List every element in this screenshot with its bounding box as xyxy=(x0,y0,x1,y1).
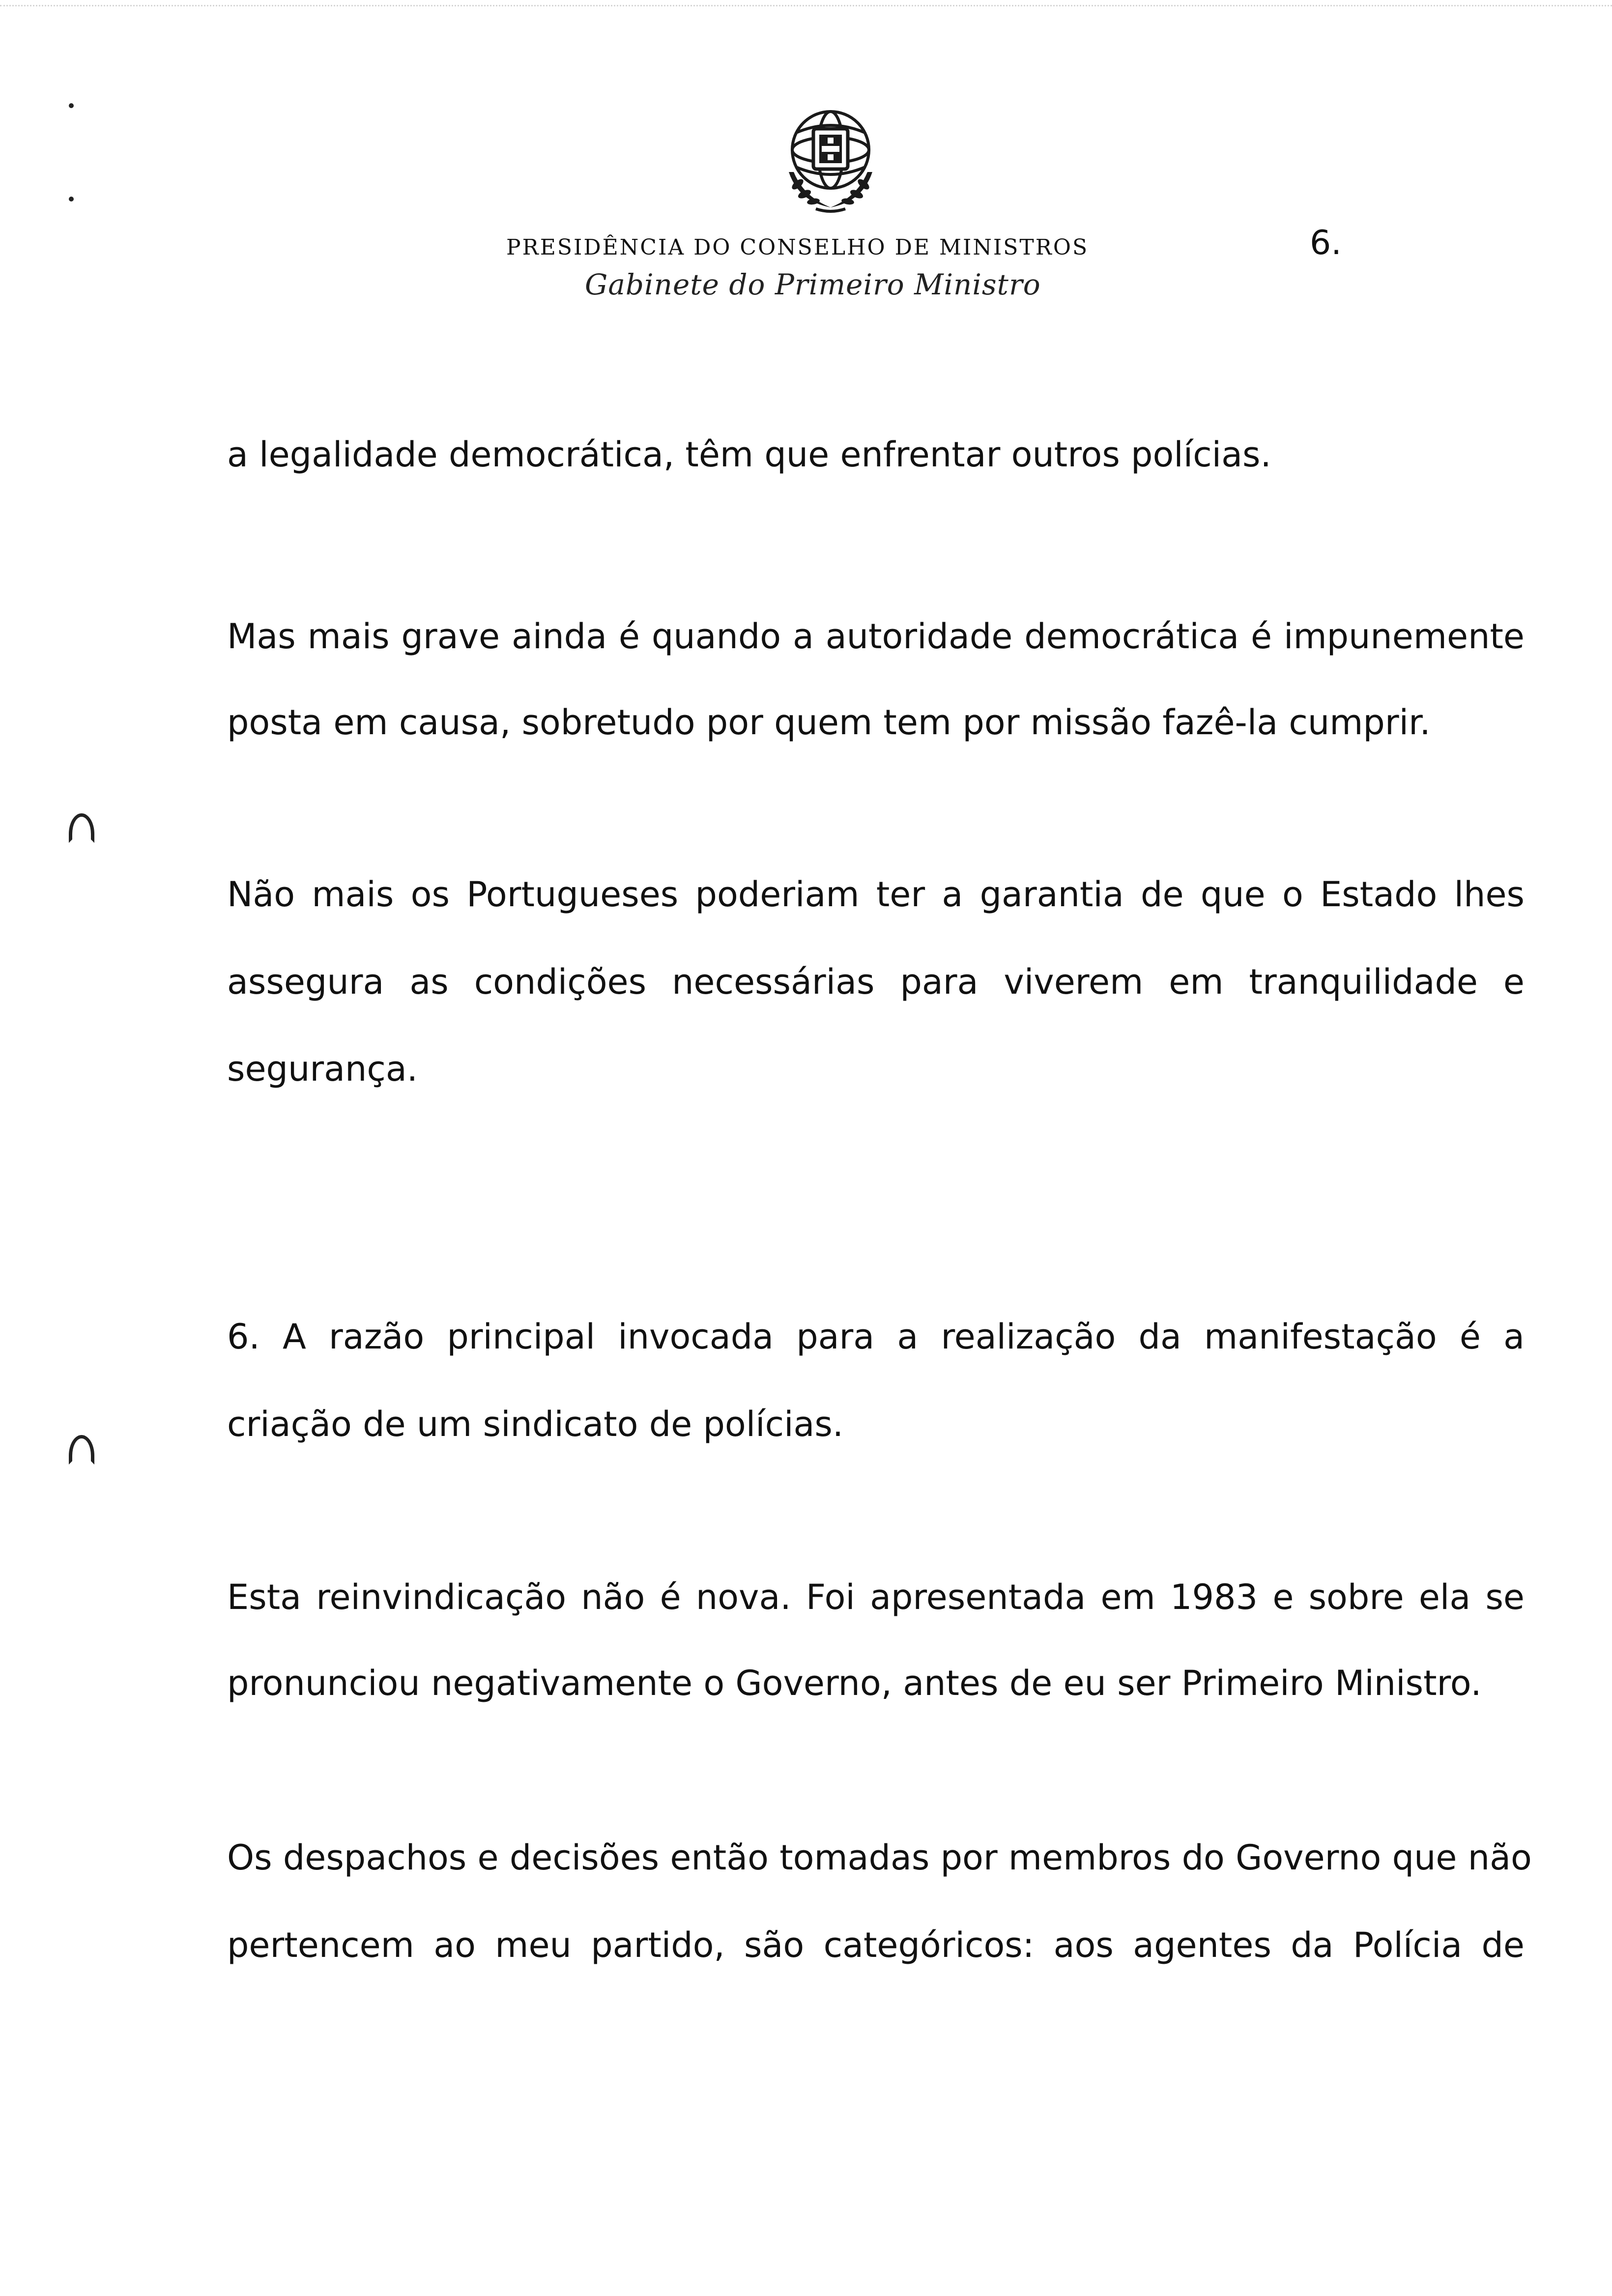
body-line: Os despachos e decisões então tomadas por membros do Governo que não xyxy=(227,1837,1532,1878)
page-number: 6. xyxy=(1310,224,1342,262)
punch-hole xyxy=(69,813,94,843)
body-line: assegura as condições necessárias para viverem em tranquilidade e xyxy=(227,962,1525,1002)
body-line: pertencem ao meu partido, são categóricos: aos agentes da Polícia de xyxy=(227,1925,1525,1965)
header-title: PRESIDÊNCIA DO CONSELHO DE MINISTROS xyxy=(506,235,1089,260)
scan-edge-line xyxy=(0,5,1612,6)
margin-dot xyxy=(69,103,74,108)
body-line: segurança. xyxy=(227,1049,418,1089)
body-line: criação de um sindicato de polícias. xyxy=(227,1404,844,1444)
body-line: 6. A razão principal invocada para a realização da manifestação é a xyxy=(227,1317,1525,1357)
body-line: pronunciou negativamente o Governo, antes de eu ser Primeiro Ministro. xyxy=(227,1663,1482,1703)
body-line: Esta reinvindicação não é nova. Foi apresentada em 1983 e sobre ela se xyxy=(227,1577,1525,1617)
header-subtitle: Gabinete do Primeiro Ministro xyxy=(585,268,1041,301)
coat-of-arms-icon xyxy=(769,98,892,216)
body-line: posta em causa, sobretudo por quem tem por missão fazê-la cumprir. xyxy=(227,702,1431,743)
body-line: a legalidade democrática, têm que enfrentar outros polícias. xyxy=(227,434,1271,475)
punch-hole xyxy=(69,1435,94,1464)
margin-dot xyxy=(69,197,74,201)
body-line: Mas mais grave ainda é quando a autoridade democrática é impunemente xyxy=(227,616,1525,657)
body-line: Não mais os Portugueses poderiam ter a garantia de que o Estado lhes xyxy=(227,874,1525,915)
